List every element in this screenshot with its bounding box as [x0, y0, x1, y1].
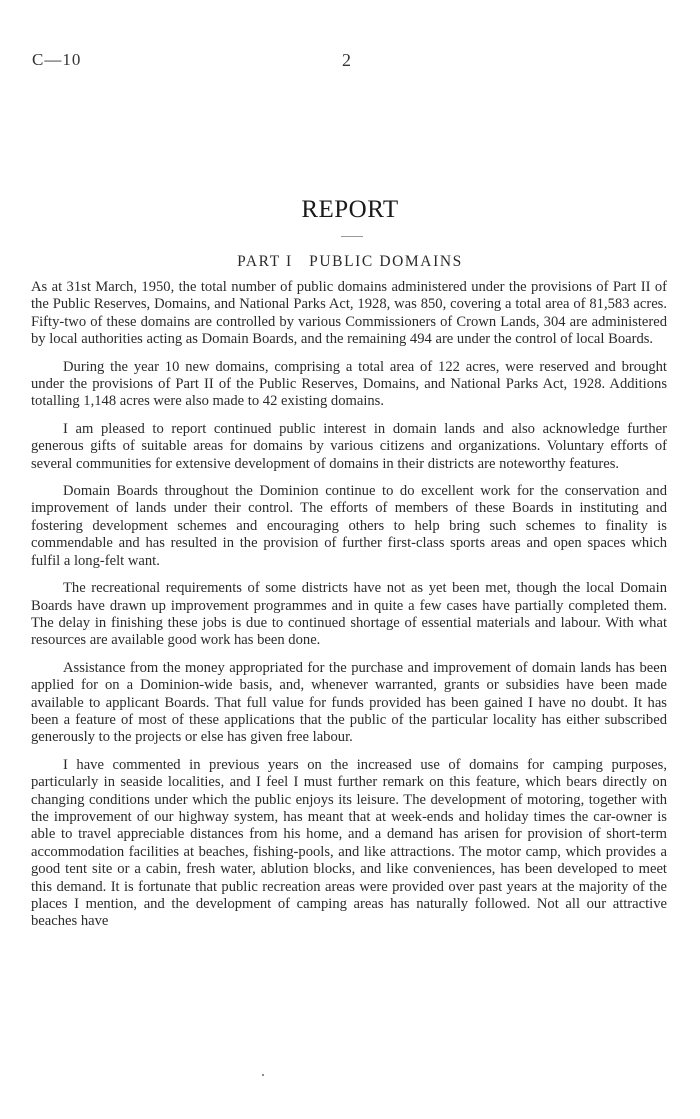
paragraph-6: Assistance from the money appropriated for the purchase and improvement of domain lands has been applied for on a Dominion-wide basis, and, whenever warranted, grants or subsidies have been made available to applicant Boards. That full value for funds provided has been gained I have no doubt. It has been a feature of most of these applications that the public of the particular locality has either subscribed generously to the projects or else has given free labour. — [31, 659, 667, 746]
report-body — [31, 279, 667, 941]
paragraph-3: I am pleased to report continued public interest in domain lands and also acknowledge further generous gifts of suitable areas for domains by various citizens and organizations. Voluntary efforts of several communities for extensive development of domains in their districts are noteworthy features. — [31, 420, 667, 472]
page-number: 2 — [342, 50, 351, 70]
paragraph-1: As at 31st March, 1950, the total number of public domains administered under the provisions of Part II of the Public Reserves, Domains, and National Parks Act, 1928, was 850, covering a total area of 81,583 acres. Fifty-two of these domains are controlled by various Commissioners of Crown Lands, 304 are administered by local authorities acting as Domain Boards, and the remaining 494 are under the control of local Boards. — [31, 279, 667, 348]
title-divider — [341, 236, 363, 237]
paragraph-7: I have commented in previous years on the increased use of domains for camping purposes, particularly in seaside localities, and I feel I must further remark on this feature, which bears directly on changing conditions under which the public enjoys its leisure. The development of motoring, together with the improvement of our highway system, has meant that at week-ends and holiday times the car-owner is able to travel appreciable distances from his home, and a demand has arisen for provision of short-term accommodation facilities at beaches, fishing-pools, and like attractions. The motor camp, which provides a good tent site or a cabin, fresh water, ablution blocks, and like conveniences, has been developed to meet this demand. It is fortunate that public recreation areas were provided over past years at the majority of the places I mention, and the development of camping areas has naturally followed. Not all our attractive beaches have — [31, 756, 667, 930]
print-speck — [262, 1074, 264, 1076]
paragraph-4: Domain Boards throughout the Dominion continue to do excellent work for the conservation and improvement of lands under their control. The efforts of members of these Boards in instituting and fostering development schemes and encouraging others to help bring such schemes to finality is commendable and has resulted in the provision of further first-class sports areas and open spaces which fulfil a long-felt want. — [31, 483, 667, 569]
document-code: C—10 — [32, 50, 82, 69]
report-title: REPORT — [301, 196, 399, 223]
paragraph-2: During the year 10 new domains, comprising a total area of 122 acres, were reserved and brought under the provisions of Part II of the Public Reserves, Domains, and National Parks Act, 1928. Additions totalling 1,148 acres were also made to 42 existing domains. — [31, 358, 667, 410]
part-heading: PART I PUBLIC DOMAINS — [237, 253, 463, 270]
paragraph-5: The recreational requirements of some districts have not as yet been met, though the local Domain Boards have drawn up improvement programmes and in quite a few cases have partially completed them. The delay in finishing these jobs is due to continued shortage of essential materials and labour. With what resources are available good work has been done. — [31, 580, 667, 649]
